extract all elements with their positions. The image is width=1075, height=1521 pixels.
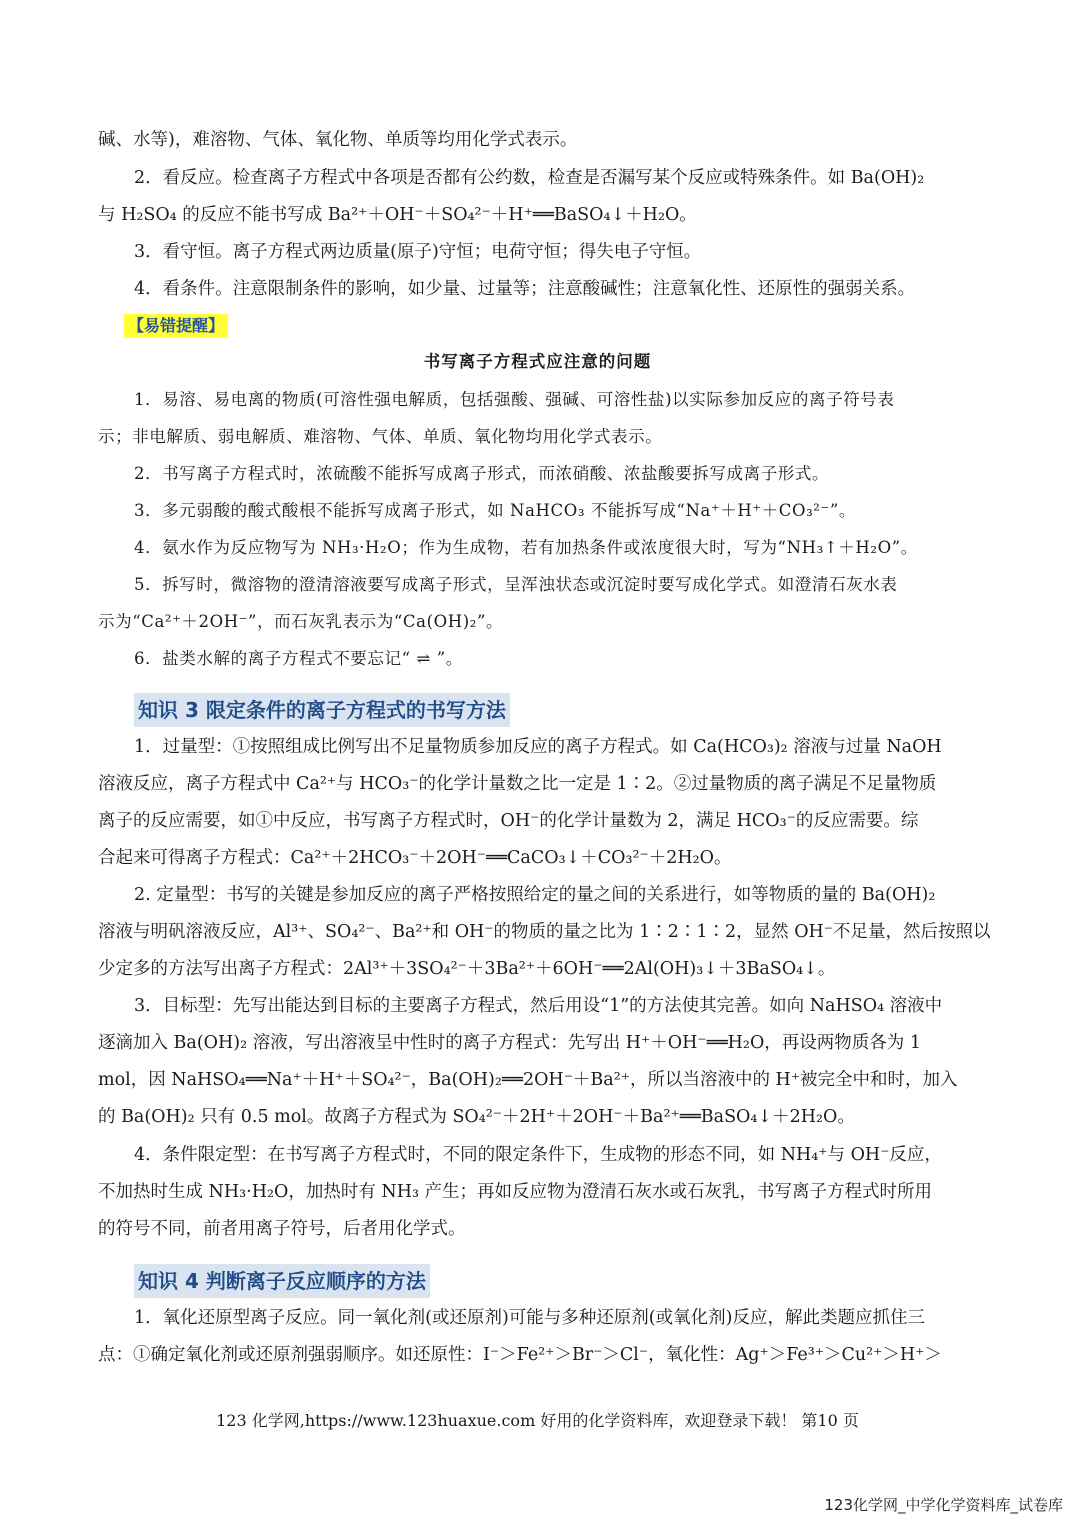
body-line: 2．看反应。检查离子方程式中各项是否都有公约数，检查是否漏写某个反应或特殊条件。如 Ba(OH)₂ — [134, 168, 925, 188]
body-line: 少定多的方法写出离子方程式：2Al³⁺＋3SO₄²⁻＋3Ba²⁺＋6OH⁻══2Al(OH)₃↓＋3BaSO₄↓。 — [98, 959, 836, 979]
tip-line: 示为“Ca²⁺＋2OH⁻”，而石灰乳表示为“Ca(OH)₂”。 — [98, 612, 504, 631]
tip-label: 【易错提醒】 — [124, 314, 228, 338]
tip-line: 1．易溶、易电离的物质(可溶性强电解质，包括强酸、强碱、可溶性盐)以实际参加反应的离子符号表 — [134, 390, 895, 409]
body-line: mol，因 NaHSO₄══Na⁺＋H⁺＋SO₄²⁻，Ba(OH)₂══2OH⁻＋Ba²⁺，所以当溶液中的 H⁺被完全中和时，加入 — [98, 1070, 958, 1090]
tip-line: 示；非电解质、弱电解质、难溶物、气体、单质、氧化物均用化学式表示。 — [98, 427, 663, 446]
page-footer: 123 化学网,https://www.123huaxue.com 好用的化学资料库，欢迎登录下载！ 第10 页 — [216, 1411, 859, 1430]
body-line: 合起来可得离子方程式：Ca²⁺＋2HCO₃⁻＋2OH⁻══CaCO₃↓＋CO₃²⁻＋2H₂O。 — [98, 848, 732, 868]
tip-line: 2．书写离子方程式时，浓硫酸不能拆写成离子形式，而浓硝酸、浓盐酸要拆写成离子形式。 — [134, 464, 830, 483]
body-line: 点：①确定氧化剂或还原剂强弱顺序。如还原性：I⁻＞Fe²⁺＞Br⁻＞Cl⁻，氧化性：Ag⁺＞Fe³⁺＞Cu²⁺＞H⁺＞ — [98, 1345, 942, 1365]
body-line: 不加热时生成 NH₃·H₂O，加热时有 NH₃ 产生；再如反应物为澄清石灰水或石灰乳，书写离子方程式时所用 — [98, 1182, 933, 1202]
body-line: 4．看条件。注意限制条件的影响，如少量、过量等；注意酸碱性；注意氧化性、还原性的强弱关系。 — [134, 279, 916, 299]
tip-line: 6．盐类水解的离子方程式不要忘记“ ⇌ ”。 — [134, 649, 463, 668]
body-line: 的 Ba(OH)₂ 只有 0.5 mol。故离子方程式为 SO₄²⁻＋2H⁺＋2OH⁻＋Ba²⁺══BaSO₄↓＋2H₂O。 — [98, 1107, 855, 1127]
section-heading-4: 知识 4 判断离子反应顺序的方法 — [134, 1264, 430, 1298]
body-line: 1．氧化还原型离子反应。同一氧化剂(或还原剂)可能与多种还原剂(或氧化剂)反应，解此类题应抓住三 — [134, 1308, 925, 1328]
body-line: 碱、水等)，难溶物、气体、氧化物、单质等均用化学式表示。 — [98, 130, 578, 150]
tip-title: 书写离子方程式应注意的问题 — [423, 352, 652, 371]
tip-line: 3．多元弱酸的酸式酸根不能拆写成离子形式，如 NaHCO₃ 不能拆写成“Na⁺＋H⁺＋CO₃²⁻”。 — [134, 501, 856, 520]
body-line: 3．目标型：先写出能达到目标的主要离子方程式，然后用设“1”的方法使其完善。如向 NaHSO₄ 溶液中 — [134, 996, 943, 1016]
body-line: 溶液反应，离子方程式中 Ca²⁺与 HCO₃⁻的化学计量数之比一定是 1∶2。②过量物质的离子满足不足量物质 — [98, 774, 937, 794]
body-line: 与 H₂SO₄ 的反应不能书写成 Ba²⁺＋OH⁻＋SO₄²⁻＋H⁺══BaSO₄↓＋H₂O。 — [98, 205, 697, 225]
body-line: 4．条件限定型：在书写离子方程式时，不同的限定条件下，生成物的形态不同，如 NH₄⁺与 OH⁻反应， — [134, 1145, 942, 1165]
body-line: 的符号不同，前者用离子符号，后者用化学式。 — [98, 1219, 466, 1239]
body-line: 2. 定量型：书写的关键是参加反应的离子严格按照给定的量之间的关系进行，如等物质的量的 Ba(OH)₂ — [134, 885, 936, 905]
tip-line: 4．氨水作为反应物写为 NH₃·H₂O；作为生成物，若有加热条件或浓度很大时，写为“NH₃↑＋H₂O”。 — [134, 538, 918, 557]
body-line: 逐滴加入 Ba(OH)₂ 溶液，写出溶液呈中性时的离子方程式：先写出 H⁺＋OH⁻══H₂O，再设两物质各为 1 — [98, 1033, 921, 1053]
body-line: 1．过量型：①按照组成比例写出不足量物质参加反应的离子方程式。如 Ca(HCO₃)₂ 溶液与过量 NaOH — [134, 737, 942, 757]
body-line: 离子的反应需要，如①中反应，书写离子方程式时，OH⁻的化学计量数为 2，满足 HCO₃⁻的反应需要。综 — [98, 811, 919, 831]
body-line: 溶液与明矾溶液反应，Al³⁺、SO₄²⁻、Ba²⁺和 OH⁻的物质的量之比为 1∶2∶1∶2，显然 OH⁻不足量，然后按照以 — [98, 922, 991, 942]
tip-line: 5．拆写时，微溶物的澄清溶液要写成离子形式，呈浑浊状态或沉淀时要写成化学式。如澄清石灰水表 — [134, 575, 898, 594]
watermark: 123化学网_中学化学资料库_试卷库 — [824, 1496, 1063, 1514]
section-heading-3: 知识 3 限定条件的离子方程式的书写方法 — [134, 693, 510, 727]
body-line: 3．看守恒。离子方程式两边质量(原子)守恒；电荷守恒；得失电子守恒。 — [134, 242, 702, 262]
